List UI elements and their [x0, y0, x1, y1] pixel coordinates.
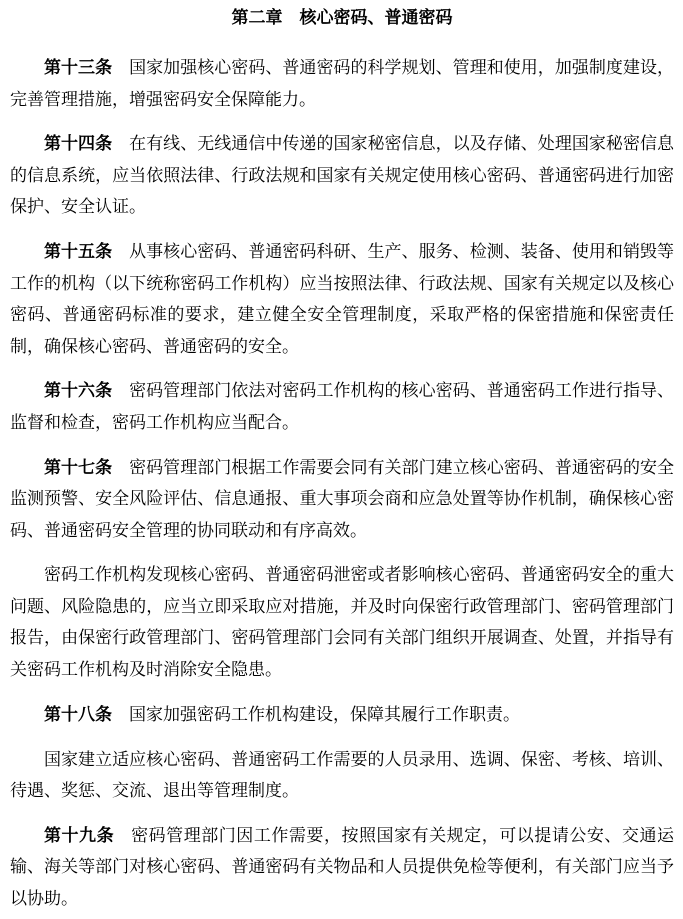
article-number: 第十四条 — [44, 134, 113, 155]
article-paragraph-13 — [10, 53, 674, 116]
article-paragraph-17 — [10, 453, 674, 548]
article-text: 密码管理部门根据工作需要会同有关部门建立核心密码、普通密码的安全监测预警、安全风险评估、信息通报、重大事项会商和应急处置等协作机制，确保核心密码、普通密码安全管理的协同联动和有序高效。 — [10, 457, 675, 541]
article-number: 第十六条 — [44, 381, 113, 402]
article-number: 第十七条 — [44, 457, 113, 478]
chapter-number: 第二章 — [231, 8, 283, 28]
article-text: 国家加强密码工作机构建设，保障其履行工作职责。 — [129, 704, 520, 725]
document-page — [10, 3, 674, 915]
article-text: 在有线、无线通信中传递的国家秘密信息，以及存储、处理国家秘密信息的信息系统，应当依照法律、行政法规和国家有关规定使用核心密码、普通密码进行加密保护、安全认证。 — [10, 134, 675, 218]
article-number: 第十五条 — [44, 242, 113, 263]
article-paragraph-18 — [10, 700, 674, 732]
article-number: 第十三条 — [44, 58, 113, 78]
article-number: 第十九条 — [44, 825, 115, 846]
article-text: 国家加强核心密码、普通密码的科学规划、管理和使用，加强制度建设，完善管理措施，增强密码安全保障能力。 — [10, 58, 675, 110]
article-text: 密码工作机构发现核心密码、普通密码泄密或者影响核心密码、普通密码安全的重大问题、风险隐患的，应当立即采取应对措施，并及时向保密行政管理部门、密码管理部门报告，由保密行政管理部门、密码管理部门会同有关部门组织开展调查、处置，并指导有关密码工作机构及时消除安全隐患。 — [10, 565, 674, 680]
article-paragraph-18-clause-2 — [10, 745, 674, 808]
article-paragraph-16 — [10, 376, 674, 439]
article-paragraph-19 — [10, 821, 674, 916]
chapter-heading — [10, 3, 674, 35]
article-text: 从事核心密码、普通密码科研、生产、服务、检测、装备、使用和销毁等工作的机构（以下统称密码工作机构）应当按照法律、行政法规、国家有关规定以及核心密码、普通密码标准的要求，建立健全安全管理制度，采取严格的保密措施和保密责任制，确保核心密码、普通密码的安全。 — [10, 242, 675, 357]
article-text: 密码管理部门依法对密码工作机构的核心密码、普通密码工作进行指导、监督和检查，密码工作机构应当配合。 — [10, 381, 675, 433]
article-number: 第十八条 — [44, 704, 112, 725]
article-paragraph-14 — [10, 129, 674, 224]
article-text: 国家建立适应核心密码、普通密码工作需要的人员录用、选调、保密、考核、培训、待遇、奖惩、交流、退出等管理制度。 — [10, 749, 674, 802]
article-paragraph-17-clause-2 — [10, 560, 674, 686]
article-paragraph-15 — [10, 237, 674, 363]
chapter-title: 核心密码、普通密码 — [299, 8, 453, 28]
article-text: 密码管理部门因工作需要，按照国家有关规定，可以提请公安、交通运输、海关等部门对核心密码、普通密码有关物品和人员提供免检等便利，有关部门应当予以协助。 — [10, 825, 675, 909]
